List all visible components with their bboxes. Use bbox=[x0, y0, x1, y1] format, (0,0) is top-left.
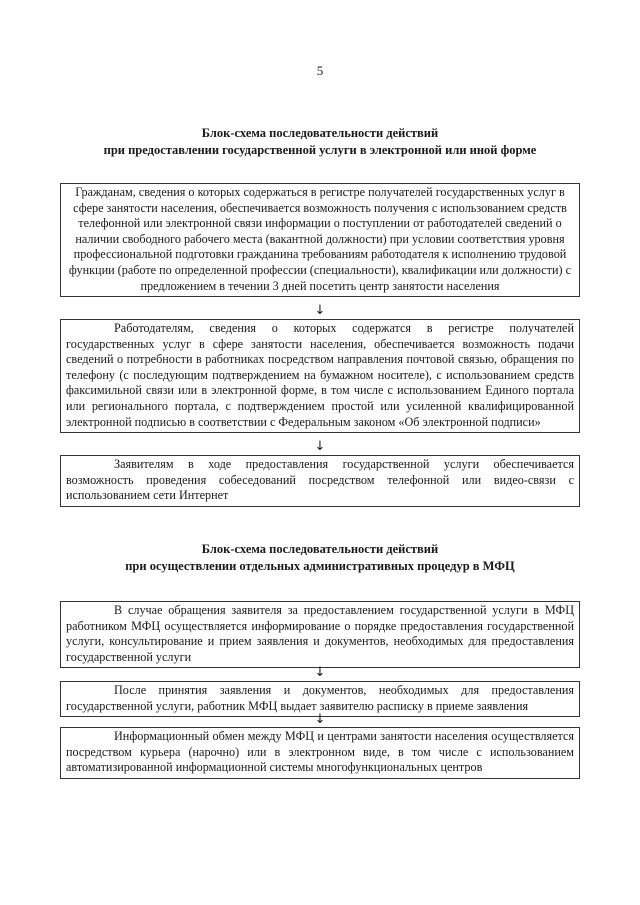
section2-flow-box-3: Информационный обмен между МФЦ и центрами занятости населения осуществляется посредством курьера (нарочно) или в электронном виде, в том числе с использованием автоматизированной информационной системы многофункциональных центров bbox=[60, 727, 580, 779]
down-arrow-icon: ↓ bbox=[314, 439, 326, 454]
page-number: 5 bbox=[316, 63, 324, 78]
down-arrow-icon: ↓ bbox=[314, 665, 326, 680]
section1-flow-box-1: Гражданам, сведения о которых содержаться в регистре получателей государственных услуг в сфере занятости населения, обеспечивается возможность получения с использованием средств телефонной или электронной связи информации о поступлении от работодателей сведений о наличии свободного рабочего места (вакантной должности) при условии соответствия уровня профессиональной подготовки гражданина требованиям работодателя к исполнению трудовой функции (работе по определенной профессии (специальности), квалификации или должности) с предложением в течении 3 дней посетить центр занятости населения bbox=[60, 183, 580, 297]
section2-flow-box-2: После принятия заявления и документов, необходимых для предоставления государственной услуги, работник МФЦ выдает заявителю расписку в приеме заявления bbox=[60, 681, 580, 717]
section1-title-line2: при предоставлении государственной услуги в электронной или иной форме bbox=[103, 143, 537, 157]
section2-title-line2: при осуществлении отдельных административных процедур в МФЦ bbox=[125, 559, 515, 573]
section1-flow-box-3: Заявителям в ходе предоставления государственной услуги обеспечивается возможность проведения собеседований посредством телефонной или видео-связи с использованием сети Интернет bbox=[60, 455, 580, 507]
section2-title-line1: Блок-схема последовательности действий bbox=[201, 542, 439, 556]
section2-title bbox=[60, 541, 580, 575]
down-arrow-icon: ↓ bbox=[314, 303, 326, 318]
section1-title-line1: Блок-схема последовательности действий bbox=[201, 126, 439, 140]
section2-flow-box-1: В случае обращения заявителя за предоставлением государственной услуги в МФЦ работником МФЦ осуществляется информирование о порядке предоставления государственной услуги, консультирование и прием заявления и документов, необходимых для предоставления государственной услуги bbox=[60, 601, 580, 668]
down-arrow-icon: ↓ bbox=[314, 712, 326, 727]
section1-flow-box-2: Работодателям, сведения о которых содержатся в регистре получателей государственных услуг в сфере занятости населения, обеспечивается возможность подачи сведений о потребности в работниках посредством направления почтовой связью, обращения по телефону (с последующим подтверждением на бумажном носителе), с использованием средств факсимильной связи или в электронной форме, в том числе с использованием Единого портала или регионального портала, с подтверждением простой или усиленной квалифицированной электронной подписью в соответствии с Федеральным законом «Об электронной подписи» bbox=[60, 319, 580, 433]
section1-title bbox=[60, 125, 580, 159]
